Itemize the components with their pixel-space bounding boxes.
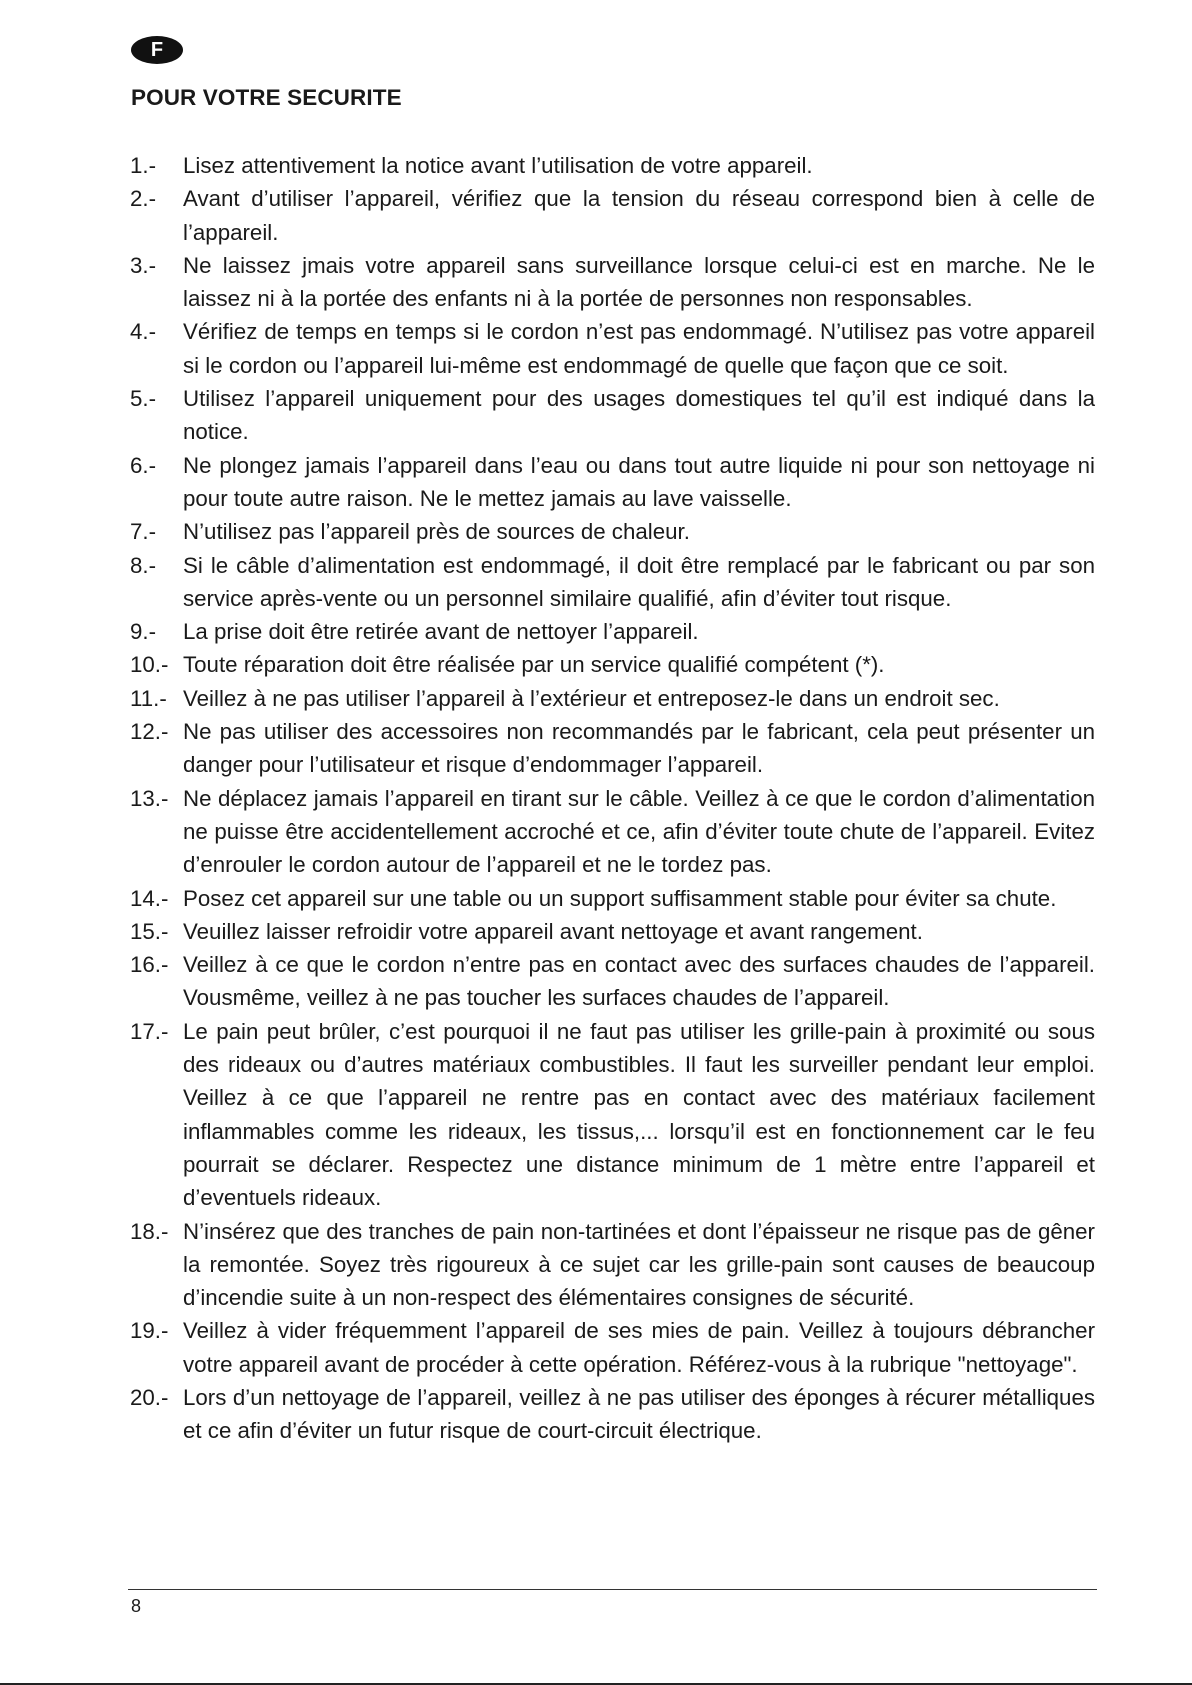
list-item [130, 249, 1095, 316]
list-item [130, 782, 1095, 882]
item-text: Vérifiez de temps en temps si le cordon n’est pas endommagé. N’utilisez pas votre appareil si le cordon ou l’appareil lui-même est endommagé de quelle que façon que ce soit. [183, 319, 1095, 378]
list-item [130, 149, 1095, 182]
list-item [130, 382, 1095, 449]
item-text: Le pain peut brûler, c’est pourquoi il ne faut pas utiliser les grille-pain à proximité ou sous des rideaux ou d’autres matériaux combustibles. Il faut les surveiller pendant leur emploi. Veillez à ce que l’appareil ne rentre pas en contact avec des matériaux facilement inflammables comme les rideaux, les tissus,... lorsqu’il est en fonctionnement car le feu pourrait se déclarer. Respectez une distance minimum de 1 mètre entre l’appareil et d’eventuels rideaux. [183, 1018, 1095, 1211]
item-text: Toute réparation doit être réalisée par un service qualifié compétent (*). [183, 652, 885, 678]
item-text: Si le câble d’alimentation est endommagé, il doit être remplacé par le fabricant ou par son service après-vente ou un personnel similaire qualifié, afin d’éviter tout risque. [183, 552, 1095, 611]
list-item [130, 449, 1095, 516]
item-text: Utilisez l’appareil uniquement pour des usages domestiques tel qu’il est indiqué dans la notice. [183, 386, 1095, 445]
list-item [130, 1015, 1095, 1215]
item-number: 10.- [130, 652, 169, 678]
item-number: 20.- [130, 1384, 169, 1410]
item-number: 5.- [130, 386, 157, 412]
list-item [130, 1381, 1095, 1448]
item-number: 6.- [130, 452, 157, 478]
safety-instructions-list [130, 149, 1095, 1448]
item-number: 9.- [130, 619, 157, 645]
item-text: Posez cet appareil sur une table ou un support suffisamment stable pour éviter sa chute. [183, 885, 1057, 911]
list-item [130, 615, 1095, 648]
list-item [130, 182, 1095, 249]
item-text: Lors d’un nettoyage de l’appareil, veillez à ne pas utiliser des éponges à récurer métalliques et ce afin d’éviter un futur risque de court-circuit électrique. [183, 1384, 1095, 1444]
list-item [130, 549, 1095, 616]
list-item [130, 315, 1095, 382]
item-number: 7.- [130, 519, 157, 545]
list-item [130, 1314, 1095, 1381]
language-badge: F [131, 36, 183, 64]
item-text: Veillez à vider fréquemment l’appareil de ses mies de pain. Veillez à toujours débrancher votre appareil avant de procéder à cette opération. Référez-vous à la rubrique "nettoyage". [183, 1318, 1095, 1377]
item-text: Veuillez laisser refroidir votre appareil avant nettoyage et avant rangement. [183, 918, 923, 944]
list-item [130, 948, 1095, 1015]
item-text: Avant d’utiliser l’appareil, vérifiez que la tension du réseau correspond bien à celle de l’appareil. [183, 186, 1095, 245]
item-text: Ne pas utiliser des accessoires non recommandés par le fabricant, cela peut présenter un danger pour l’utilisateur et risque d’endommager l’appareil. [183, 719, 1095, 778]
item-text: Ne laissez jmais votre appareil sans surveillance lorsque celui-ci est en marche. Ne le laissez ni à la portée des enfants ni à la portée de personnes non responsables. [183, 252, 1095, 312]
item-number: 17.- [130, 1018, 169, 1044]
page-number: 8 [131, 1596, 142, 1616]
item-number: 4.- [130, 319, 157, 345]
list-item [130, 515, 1095, 548]
item-text: La prise doit être retirée avant de nettoyer l’appareil. [183, 619, 699, 645]
list-item [130, 882, 1095, 915]
item-text: Lisez attentivement la notice avant l’utilisation de votre appareil. [183, 153, 813, 178]
item-number: 3.- [130, 252, 157, 278]
item-number: 16.- [130, 952, 169, 978]
item-text: Veillez à ne pas utiliser l’appareil à l’extérieur et entreposez-le dans un endroit sec. [183, 685, 1000, 711]
list-item [130, 715, 1095, 782]
item-number: 1.- [130, 153, 157, 178]
item-number: 19.- [130, 1318, 169, 1344]
list-item [130, 682, 1095, 715]
item-text: Veillez à ce que le cordon n’entre pas en contact avec des surfaces chaudes de l’appareil. Vousmême, veillez à ne pas toucher les surfaces chaudes de l’appareil. [183, 952, 1095, 1011]
item-number: 8.- [130, 552, 157, 578]
list-item [130, 915, 1095, 948]
footer-divider [128, 1589, 1097, 1590]
item-text: Ne plongez jamais l’appareil dans l’eau ou dans tout autre liquide ni pour son nettoyage ni pour toute autre raison. Ne le mettez jamais au lave vaisselle. [183, 452, 1095, 511]
item-number: 11.- [130, 685, 167, 711]
item-number: 12.- [130, 719, 169, 745]
list-item [130, 1215, 1095, 1315]
item-number: 14.- [130, 885, 169, 911]
item-text: N’insérez que des tranches de pain non-tartinées et dont l’épaisseur ne risque pas de gêner la remontée. Soyez très rigoureux à ce sujet car les grille-pain sont causes de beaucoup d’incendie suite à un non-respect des élémentaires consignes de sécurité. [183, 1218, 1095, 1311]
item-number: 2.- [130, 186, 157, 212]
item-text: N’utilisez pas l’appareil près de sources de chaleur. [183, 519, 690, 545]
item-number: 15.- [130, 918, 169, 944]
item-text: Ne déplacez jamais l’appareil en tirant sur le câble. Veillez à ce que le cordon d’alimentation ne puisse être accidentellement accroché et ce, afin d’éviter toute chute de l’appareil. Evitez d’enrouler le cordon autour de l’appareil et ne le tordez pas. [183, 785, 1095, 878]
list-item [130, 648, 1095, 681]
page-heading: POUR VOTRE SECURITE [131, 85, 402, 110]
item-number: 18.- [130, 1218, 169, 1244]
item-number: 13.- [130, 785, 169, 811]
